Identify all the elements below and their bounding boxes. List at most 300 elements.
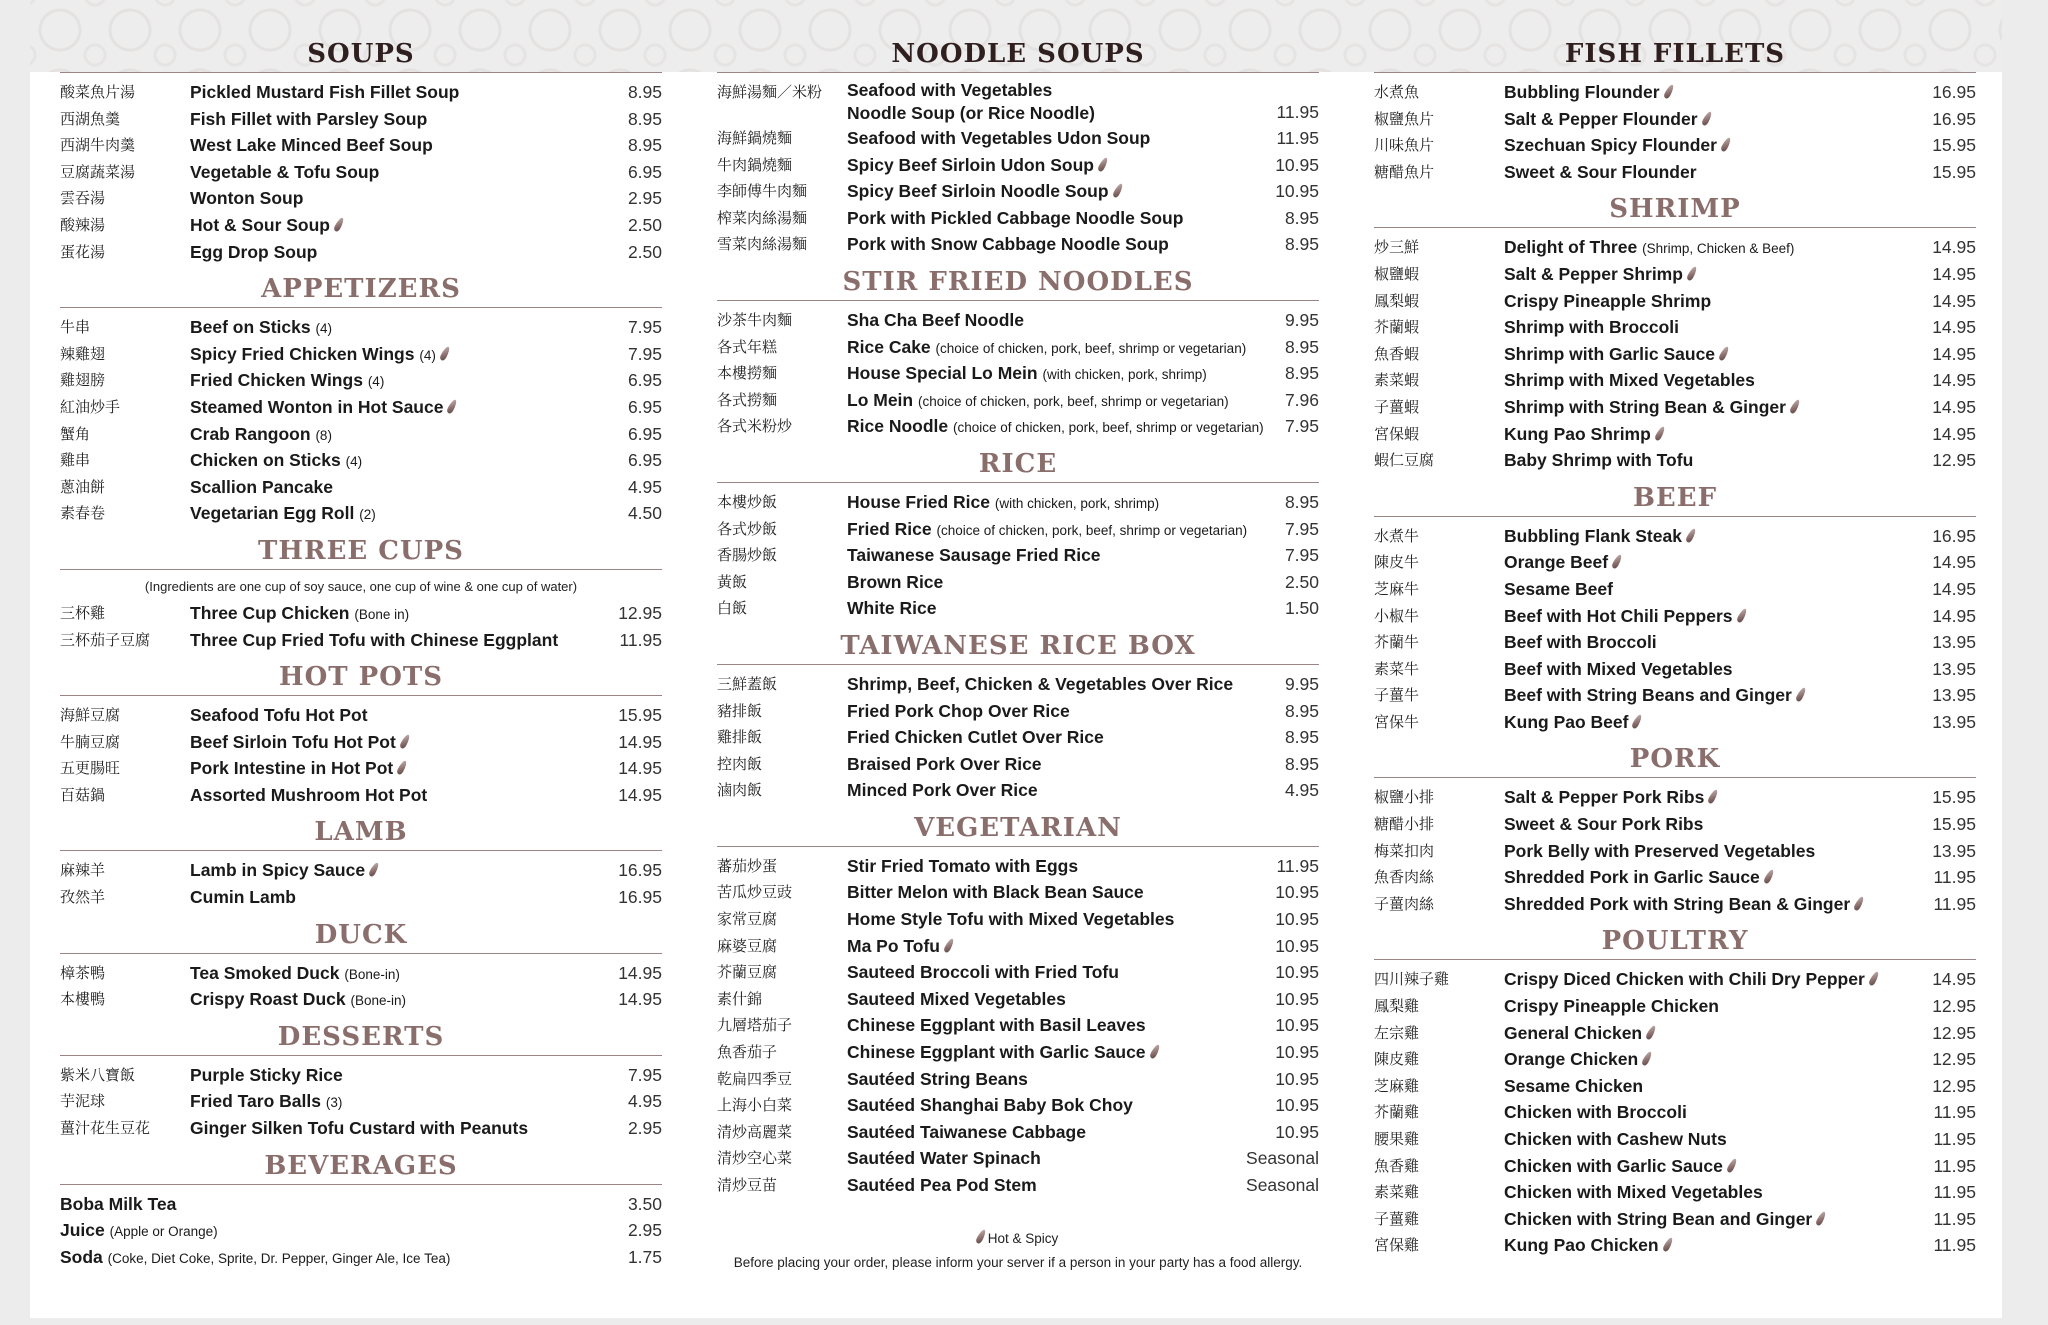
item-chinese-name: 百菇鍋 bbox=[60, 785, 106, 804]
section-title: FISH FILLETS bbox=[1374, 36, 1976, 73]
section-beverages bbox=[60, 1148, 662, 1271]
menu-item bbox=[717, 307, 1319, 334]
item-chinese-name: 香腸炒飯 bbox=[717, 546, 778, 565]
item-price: 12.95 bbox=[618, 602, 662, 623]
item-name-text: Rice Cake bbox=[847, 336, 931, 357]
item-name-text: Bitter Melon with Black Bean Sauce bbox=[847, 882, 1144, 903]
item-price: 6.95 bbox=[627, 396, 662, 417]
item-chinese-name: 三杯雞 bbox=[60, 603, 106, 622]
item-price: 13.95 bbox=[1932, 685, 1976, 706]
item-chinese-name: 麻辣羊 bbox=[60, 861, 106, 880]
item-price: 11.95 bbox=[619, 629, 662, 650]
menu-item bbox=[717, 152, 1319, 179]
item-name bbox=[190, 212, 342, 239]
item-chinese-name: 椒鹽魚片 bbox=[1374, 109, 1435, 128]
item-name-text: Chicken with Mixed Vegetables bbox=[1504, 1182, 1763, 1203]
item-price: 8.95 bbox=[1284, 336, 1319, 357]
item-name-text: Hot & Sour Soup bbox=[190, 214, 330, 235]
item-price: 14.95 bbox=[1932, 396, 1976, 417]
item-chinese-name: 素什錦 bbox=[717, 989, 763, 1008]
item-name-text: Egg Drop Soup bbox=[190, 241, 318, 262]
item-price: 2.50 bbox=[627, 214, 662, 235]
menu-item bbox=[1374, 261, 1976, 288]
item-name-text: Seafood with Vegetables bbox=[847, 80, 1053, 100]
menu-item bbox=[60, 1217, 662, 1244]
menu-item bbox=[60, 884, 662, 911]
item-name bbox=[847, 334, 1246, 363]
menu-item bbox=[1374, 79, 1976, 106]
item-name bbox=[1504, 656, 1733, 683]
item-chinese-name: 本樓炒飯 bbox=[717, 492, 778, 511]
item-name bbox=[1504, 576, 1613, 603]
menu-footer bbox=[717, 1227, 1319, 1275]
menu-item bbox=[717, 751, 1319, 778]
menu-item bbox=[1374, 447, 1976, 474]
item-price: 2.50 bbox=[627, 241, 662, 262]
item-name-text: Taiwanese Sausage Fried Rice bbox=[847, 545, 1101, 566]
item-chinese-name: 本樓撈麵 bbox=[717, 364, 778, 383]
item-chinese-name: 雞串 bbox=[60, 451, 91, 470]
item-price: 8.95 bbox=[1284, 753, 1319, 774]
item-chinese-name: 牛肉鍋燒麵 bbox=[717, 155, 793, 174]
item-name bbox=[847, 1092, 1133, 1119]
item-name-text: Seafood with Vegetables Udon Soup bbox=[847, 128, 1151, 148]
item-price: 13.95 bbox=[1932, 840, 1976, 861]
item-name-text: House Special Lo Mein bbox=[847, 363, 1038, 384]
item-price: 2.95 bbox=[627, 1118, 662, 1139]
chili-pepper-icon bbox=[446, 398, 458, 414]
menu-item bbox=[60, 132, 662, 159]
item-name-text: Scallion Pancake bbox=[190, 476, 333, 497]
menu-item-list bbox=[717, 853, 1319, 1199]
menu-item bbox=[1374, 106, 1976, 133]
item-name-text: Shredded Pork with String Bean & Ginger bbox=[1504, 893, 1851, 914]
menu-item bbox=[1374, 576, 1976, 603]
item-price: 11.95 bbox=[1933, 1235, 1976, 1256]
menu-item bbox=[60, 782, 662, 809]
item-price: 3.50 bbox=[627, 1193, 662, 1214]
item-name-text: Chicken with Garlic Sauce bbox=[1504, 1155, 1723, 1176]
menu-item bbox=[1374, 1232, 1976, 1259]
item-name-text: Rice Noodle bbox=[847, 416, 949, 437]
item-price: 15.95 bbox=[1932, 161, 1976, 182]
item-name bbox=[1504, 1020, 1654, 1047]
item-name bbox=[1504, 1073, 1643, 1100]
item-chinese-name: 牛腩豆腐 bbox=[60, 732, 121, 751]
section-vegetarian bbox=[717, 810, 1319, 1199]
menu-item bbox=[717, 1039, 1319, 1066]
item-chinese-name: 川味魚片 bbox=[1374, 136, 1435, 155]
allergy-notice: Before placing your order, please inform your server if a person in your party has a food allergy. bbox=[733, 1254, 1303, 1270]
item-name-text: Cumin Lamb bbox=[190, 887, 296, 908]
item-name bbox=[847, 986, 1066, 1013]
item-chinese-name: 椒鹽小排 bbox=[1374, 788, 1435, 807]
menu-item bbox=[1374, 1073, 1976, 1100]
menu-item bbox=[1374, 864, 1976, 891]
item-note: (choice of chicken, pork, beef, shrimp or vegetarian) bbox=[953, 420, 1264, 436]
item-name bbox=[847, 751, 1042, 778]
menu-item bbox=[60, 986, 662, 1013]
item-price: 7.96 bbox=[1284, 389, 1319, 410]
menu-item bbox=[60, 367, 662, 394]
item-chinese-name: 樟茶鴨 bbox=[60, 963, 106, 982]
item-name bbox=[847, 205, 1183, 232]
item-chinese-name: 九層塔茄子 bbox=[717, 1016, 793, 1035]
menu-item bbox=[60, 185, 662, 212]
section-beef bbox=[1374, 480, 1976, 736]
item-name bbox=[1504, 288, 1711, 315]
menu-item bbox=[717, 542, 1319, 569]
item-name bbox=[1504, 709, 1640, 736]
item-note: (choice of chicken, pork, beef, shrimp or vegetarian) bbox=[936, 522, 1248, 538]
item-chinese-name: 陳皮牛 bbox=[1374, 553, 1420, 572]
item-name bbox=[190, 79, 459, 106]
item-chinese-name: 牛串 bbox=[60, 318, 91, 337]
item-chinese-name: 酸辣湯 bbox=[60, 215, 106, 234]
chili-pepper-icon bbox=[396, 760, 408, 776]
item-name bbox=[190, 314, 332, 343]
item-price: 10.95 bbox=[1275, 1121, 1319, 1142]
item-chinese-name: 三杯茄子豆腐 bbox=[60, 630, 151, 649]
menu-item bbox=[60, 960, 662, 987]
item-name bbox=[1504, 1179, 1763, 1206]
item-chinese-name: 沙茶牛肉麵 bbox=[717, 310, 793, 329]
item-name bbox=[1504, 784, 1716, 811]
item-note: (Coke, Diet Coke, Sprite, Dr. Pepper, Ginger Ale, Ice Tea) bbox=[107, 1250, 451, 1266]
item-chinese-name: 雪菜肉絲湯麵 bbox=[717, 235, 808, 254]
item-chinese-name: 芋泥球 bbox=[60, 1092, 106, 1111]
item-name-text: Pork with Pickled Cabbage Noodle Soup bbox=[847, 207, 1184, 228]
item-name-text: Salt & Pepper Flounder bbox=[1504, 108, 1698, 129]
item-name-text: Baby Shrimp with Tofu bbox=[1504, 450, 1694, 471]
item-note: (2) bbox=[359, 507, 376, 523]
chili-pepper-icon bbox=[943, 937, 955, 953]
item-chinese-name: 芥蘭蝦 bbox=[1374, 318, 1420, 337]
menu-item-list bbox=[60, 314, 662, 527]
item-name bbox=[190, 132, 433, 159]
menu-item bbox=[1374, 966, 1976, 993]
item-name-text: Ginger Silken Tofu Custard with Peanuts bbox=[190, 1118, 529, 1139]
item-note: (choice of chicken, pork, beef, shrimp or vegetarian) bbox=[935, 340, 1247, 356]
item-name-text: Seafood Tofu Hot Pot bbox=[190, 705, 368, 726]
item-price: 8.95 bbox=[1284, 234, 1319, 255]
spicy-legend-label: Hot & Spicy bbox=[987, 1230, 1059, 1246]
item-price: 8.95 bbox=[627, 82, 662, 102]
section-taiwanese-rice-box bbox=[717, 628, 1319, 804]
section-duck bbox=[60, 917, 662, 1013]
section-lamb bbox=[60, 814, 662, 910]
item-name bbox=[190, 702, 368, 729]
item-name-text: Crab Rangoon bbox=[190, 423, 311, 444]
item-price: 12.95 bbox=[1932, 996, 1976, 1017]
menu-item bbox=[1374, 603, 1976, 630]
item-price: 14.95 bbox=[618, 758, 662, 779]
item-chinese-name: 豆腐蔬菜湯 bbox=[60, 162, 136, 181]
item-price: 10.95 bbox=[1275, 1095, 1319, 1116]
item-chinese-name: 椒鹽蝦 bbox=[1374, 264, 1420, 283]
item-name-text: Beef with Broccoli bbox=[1504, 632, 1657, 653]
item-price: 7.95 bbox=[1284, 545, 1319, 566]
spicy-legend bbox=[717, 1227, 1319, 1251]
menu-item bbox=[1374, 682, 1976, 709]
item-price: 11.95 bbox=[1933, 1182, 1976, 1203]
item-chinese-name: 鳳梨蝦 bbox=[1374, 291, 1420, 310]
item-price: 12.95 bbox=[1932, 1075, 1976, 1096]
item-price: 6.95 bbox=[627, 450, 662, 471]
item-name bbox=[1504, 367, 1755, 394]
item-name-text: Home Style Tofu with Mixed Vegetables bbox=[847, 909, 1175, 930]
menu-item bbox=[717, 671, 1319, 698]
item-chinese-name: 雞翅膀 bbox=[60, 371, 106, 390]
item-name-text: Salt & Pepper Pork Ribs bbox=[1504, 787, 1705, 808]
item-chinese-name: 各式年糕 bbox=[717, 337, 778, 356]
menu-item bbox=[1374, 159, 1976, 186]
item-chinese-name: 左宗雞 bbox=[1374, 1023, 1420, 1042]
item-name-text: Fried Rice bbox=[847, 518, 932, 539]
menu-item bbox=[717, 879, 1319, 906]
item-name bbox=[847, 1066, 1028, 1093]
menu-item bbox=[717, 777, 1319, 804]
item-name bbox=[1504, 1232, 1671, 1259]
item-name-text: Sautéed Pea Pod Stem bbox=[847, 1175, 1037, 1195]
item-chinese-name: 蝦仁豆腐 bbox=[1374, 451, 1435, 470]
menu-item bbox=[60, 857, 662, 884]
item-name bbox=[847, 933, 952, 960]
item-name-text: Sauteed Broccoli with Fried Tofu bbox=[847, 962, 1119, 983]
item-price: 14.95 bbox=[1932, 343, 1976, 364]
item-price: 14.95 bbox=[1932, 605, 1976, 626]
menu-item bbox=[717, 595, 1319, 622]
item-chinese-name: 子薑牛 bbox=[1374, 686, 1420, 705]
item-price: 8.95 bbox=[627, 135, 662, 156]
item-name-text: Beef with Mixed Vegetables bbox=[1504, 658, 1733, 679]
item-price: 11.95 bbox=[1276, 855, 1319, 876]
item-name bbox=[1504, 966, 1877, 993]
item-name-text: Chicken with Cashew Nuts bbox=[1504, 1129, 1727, 1149]
item-name-text: Fried Chicken Cutlet Over Rice bbox=[847, 727, 1104, 748]
menu-item bbox=[717, 853, 1319, 880]
item-name-text: Boba Milk Tea bbox=[60, 1193, 177, 1214]
section-title: APPETIZERS bbox=[60, 271, 662, 308]
item-price: 11.95 bbox=[1276, 102, 1319, 122]
menu-item bbox=[60, 447, 662, 474]
chili-pepper-icon bbox=[1815, 1210, 1827, 1226]
section-title: LAMB bbox=[60, 814, 662, 851]
item-name-text: Tea Smoked Duck bbox=[190, 962, 340, 983]
menu-item bbox=[1374, 549, 1976, 576]
item-chinese-name: 李師傅牛肉麵 bbox=[717, 182, 808, 201]
item-price: 10.95 bbox=[1275, 882, 1319, 903]
menu-item bbox=[1374, 1179, 1976, 1206]
item-chinese-name: 子薑雞 bbox=[1374, 1209, 1420, 1228]
menu-item bbox=[60, 1244, 662, 1271]
item-name bbox=[847, 569, 943, 596]
item-name bbox=[190, 474, 333, 501]
chili-pepper-icon bbox=[399, 733, 411, 749]
menu-item bbox=[717, 489, 1319, 516]
menu-item bbox=[60, 1191, 662, 1218]
item-name bbox=[190, 394, 455, 421]
item-name-text: Chinese Eggplant with Basil Leaves bbox=[847, 1015, 1146, 1036]
menu-item-list bbox=[60, 702, 662, 808]
menu-item bbox=[1374, 891, 1976, 918]
item-chinese-name: 海鮮豆腐 bbox=[60, 706, 121, 725]
menu-item-list bbox=[60, 79, 662, 265]
item-chinese-name: 西湖魚羹 bbox=[60, 109, 121, 128]
menu-item bbox=[1374, 993, 1976, 1020]
section-stir-fried-noodles bbox=[717, 264, 1319, 440]
item-name-text: Orange Chicken bbox=[1504, 1049, 1639, 1070]
item-chinese-name: 魚香蝦 bbox=[1374, 344, 1420, 363]
item-name-line2: Noodle Soup (or Rice Noodle) bbox=[847, 103, 1095, 123]
chili-pepper-icon bbox=[975, 1228, 987, 1244]
menu-item bbox=[1374, 367, 1976, 394]
menu-column-middle bbox=[717, 36, 1319, 1275]
item-note: (Bone in) bbox=[354, 606, 410, 622]
section-appetizers bbox=[60, 271, 662, 527]
item-price: 12.95 bbox=[1932, 450, 1976, 471]
item-name-text: Sauteed Mixed Vegetables bbox=[847, 988, 1066, 1009]
item-name-text: Braised Pork Over Rice bbox=[847, 753, 1042, 774]
chili-pepper-icon bbox=[1111, 183, 1123, 199]
item-name-text: General Chicken bbox=[1504, 1022, 1643, 1043]
item-price: 13.95 bbox=[1932, 632, 1976, 653]
item-price: 11.95 bbox=[1276, 128, 1319, 148]
item-price: 10.95 bbox=[1275, 1068, 1319, 1089]
item-name-text: Fried Pork Chop Over Rice bbox=[847, 700, 1070, 721]
item-chinese-name: 鳳梨雞 bbox=[1374, 997, 1420, 1016]
item-name bbox=[847, 595, 936, 622]
menu-item bbox=[1374, 656, 1976, 683]
menu-item-list bbox=[60, 857, 662, 910]
item-name-text: Spicy Beef Sirloin Udon Soup bbox=[847, 154, 1094, 175]
item-chinese-name: 蕃茄炒蛋 bbox=[717, 856, 778, 875]
section-soups bbox=[60, 36, 662, 265]
item-chinese-name: 蟹角 bbox=[60, 424, 91, 443]
item-chinese-name: 各式撈麵 bbox=[717, 390, 778, 409]
item-price: 4.50 bbox=[627, 503, 662, 524]
item-chinese-name: 魚香雞 bbox=[1374, 1156, 1420, 1175]
item-name bbox=[190, 421, 332, 450]
item-name bbox=[1504, 682, 1804, 709]
item-price: 16.95 bbox=[1932, 108, 1976, 129]
item-name-text: Vegetarian Egg Roll bbox=[190, 503, 355, 524]
item-price: 7.95 bbox=[1284, 518, 1319, 539]
item-name bbox=[1504, 891, 1862, 918]
item-chinese-name: 芥蘭牛 bbox=[1374, 633, 1420, 652]
item-name-text: Salt & Pepper Shrimp bbox=[1504, 263, 1683, 284]
menu-item bbox=[1374, 523, 1976, 550]
item-price: 10.95 bbox=[1275, 1042, 1319, 1063]
item-chinese-name: 清炒豆苗 bbox=[717, 1176, 778, 1194]
item-name bbox=[847, 853, 1078, 880]
item-name bbox=[1504, 314, 1679, 341]
item-chinese-name: 海鮮鍋燒麵 bbox=[717, 129, 793, 147]
item-name bbox=[1504, 1046, 1650, 1073]
item-chinese-name: 黃飯 bbox=[717, 572, 748, 591]
item-name bbox=[847, 79, 1095, 125]
item-name-text: Shrimp with Mixed Vegetables bbox=[1504, 370, 1755, 391]
item-name-text: Juice bbox=[60, 1220, 105, 1241]
item-chinese-name: 豬排飯 bbox=[717, 701, 763, 720]
menu-item bbox=[60, 600, 662, 627]
item-chinese-name: 魚香肉絲 bbox=[1374, 868, 1435, 887]
chili-pepper-icon bbox=[1726, 1157, 1738, 1173]
item-name bbox=[1504, 421, 1663, 448]
item-note: (4) bbox=[367, 374, 385, 390]
section-title: HOT POTS bbox=[60, 659, 662, 696]
item-name-text: Brown Rice bbox=[847, 571, 944, 592]
item-name bbox=[190, 1088, 342, 1117]
item-name bbox=[190, 1115, 528, 1142]
item-note: (4) bbox=[345, 454, 363, 470]
item-name-text: Chicken on Sticks bbox=[190, 450, 341, 471]
item-name-text: Beef Sirloin Tofu Hot Pot bbox=[190, 731, 396, 752]
menu-item bbox=[717, 516, 1319, 543]
item-name-text: Chinese Eggplant with Garlic Sauce bbox=[847, 1042, 1146, 1063]
item-note: (3) bbox=[325, 1095, 343, 1111]
item-name bbox=[847, 1119, 1086, 1146]
item-name bbox=[847, 413, 1264, 442]
menu-item bbox=[1374, 394, 1976, 421]
chili-pepper-icon bbox=[439, 345, 451, 361]
item-name-text: Shrimp, Beef, Chicken & Vegetables Over Rice bbox=[847, 673, 1234, 694]
menu-item bbox=[60, 1115, 662, 1142]
item-note: (Shrimp, Chicken & Beef) bbox=[1642, 241, 1795, 257]
item-name bbox=[847, 1145, 1041, 1172]
chili-pepper-icon bbox=[1789, 398, 1801, 414]
item-price: 8.95 bbox=[1284, 363, 1319, 384]
item-name bbox=[847, 360, 1207, 389]
item-name bbox=[190, 447, 362, 476]
menu-item-list bbox=[60, 960, 662, 1013]
menu-item bbox=[60, 1088, 662, 1115]
menu-item bbox=[1374, 288, 1976, 315]
item-price: 14.95 bbox=[1932, 423, 1976, 444]
section-title: RICE bbox=[717, 446, 1319, 483]
item-price: 11.95 bbox=[1933, 1102, 1976, 1123]
chili-pepper-icon bbox=[1148, 1044, 1160, 1060]
item-chinese-name: 控肉飯 bbox=[717, 754, 763, 773]
item-note: (Apple or Orange) bbox=[109, 1224, 218, 1240]
item-name-text: Fried Taro Balls bbox=[190, 1091, 321, 1112]
item-chinese-name: 酸菜魚片湯 bbox=[60, 83, 136, 101]
item-name-text: Sweet & Sour Flounder bbox=[1504, 161, 1697, 182]
item-price: 11.95 bbox=[1933, 867, 1976, 888]
item-note: (4) bbox=[315, 321, 332, 337]
item-name bbox=[190, 986, 406, 1015]
item-name-text: Fried Chicken Wings bbox=[190, 370, 363, 391]
item-chinese-name: 芥蘭雞 bbox=[1374, 1103, 1420, 1122]
item-name-text: Kung Pao Shrimp bbox=[1504, 423, 1651, 444]
menu-item bbox=[1374, 709, 1976, 736]
menu-item bbox=[1374, 629, 1976, 656]
item-price: 6.95 bbox=[627, 423, 662, 444]
menu-item bbox=[60, 341, 662, 368]
item-price: 14.95 bbox=[1932, 552, 1976, 573]
item-chinese-name: 陳皮雞 bbox=[1374, 1050, 1420, 1069]
item-chinese-name: 白飯 bbox=[717, 599, 748, 618]
item-chinese-name: 水煮魚 bbox=[1374, 83, 1420, 101]
item-name-text: Shrimp with Garlic Sauce bbox=[1504, 343, 1716, 364]
item-chinese-name: 素菜雞 bbox=[1374, 1183, 1420, 1202]
section-title: TAIWANESE RICE BOX bbox=[717, 628, 1319, 665]
menu-item bbox=[717, 79, 1319, 125]
item-chinese-name: 芝麻牛 bbox=[1374, 579, 1420, 598]
item-price: 14.95 bbox=[618, 731, 662, 752]
item-price: 14.95 bbox=[618, 989, 662, 1010]
item-chinese-name: 腰果雞 bbox=[1374, 1130, 1420, 1148]
